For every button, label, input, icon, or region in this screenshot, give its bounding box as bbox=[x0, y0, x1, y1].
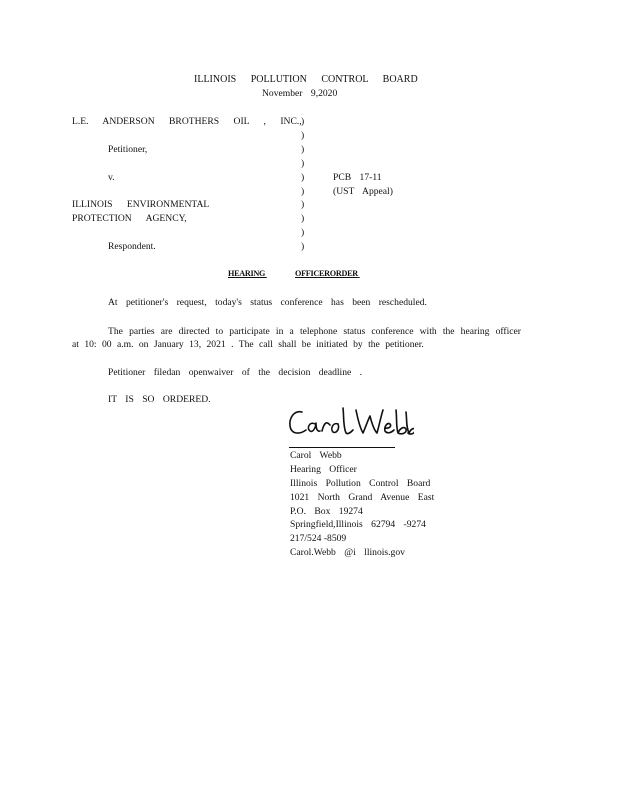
paragraph-2: The parties are directed to participate in a telephone status conference with the hearing officer at 10: 00 a.m. on January 13, 2021 . The call shall be initiated by the petitioner. bbox=[72, 326, 521, 350]
bracket: ) bbox=[301, 116, 305, 127]
paragraph-3: Petitioner filedan openwaiver of the decision deadline . bbox=[108, 367, 363, 378]
order-date: November 9,2020 bbox=[262, 88, 338, 99]
respondent-line-1: ILLINOIS ENVIRONMENTAL bbox=[72, 199, 210, 210]
order-heading-part-2: OFFICERORDER bbox=[295, 269, 358, 278]
signer-name: Carol Webb bbox=[290, 450, 342, 461]
order-heading-part-1: HEARING bbox=[228, 269, 266, 278]
bracket: ) bbox=[301, 241, 305, 252]
bracket: ) bbox=[301, 227, 305, 238]
bracket: ) bbox=[301, 186, 305, 197]
city-state-zip: Springfield,Illinois 62794 -9274 bbox=[290, 519, 426, 530]
paragraph-4: IT IS SO ORDERED. bbox=[108, 394, 211, 405]
order-heading bbox=[228, 269, 403, 278]
board-title: ILLINOIS POLLUTION CONTROL BOARD bbox=[194, 74, 418, 85]
paragraph-1: At petitioner's request, today's status conference has been rescheduled. bbox=[108, 297, 427, 308]
petitioner-name: L.E. ANDERSON BROTHERS OIL , INC., bbox=[72, 116, 302, 127]
signer-organization: Illinois Pollution Control Board bbox=[290, 478, 431, 489]
signer-title: Hearing Officer bbox=[290, 464, 357, 475]
handwritten-signature bbox=[286, 402, 414, 442]
heading-gap bbox=[265, 269, 295, 278]
address-line-2: P.O. Box 19274 bbox=[290, 506, 363, 517]
respondent-line-2: PROTECTION AGENCY, bbox=[72, 213, 187, 224]
bracket: ) bbox=[301, 144, 305, 155]
case-number: PCB 17-11 bbox=[333, 172, 382, 183]
bracket: ) bbox=[301, 199, 305, 210]
address-line-1: 1021 North Grand Avenue East bbox=[290, 492, 435, 503]
phone-number: 217/524 -8509 bbox=[290, 533, 347, 544]
bracket: ) bbox=[301, 130, 305, 141]
bracket: ) bbox=[301, 158, 305, 169]
signature-line bbox=[289, 447, 395, 448]
email-address: Carol.Webb @i llinois.gov bbox=[290, 547, 405, 558]
case-type: (UST Appeal) bbox=[333, 186, 393, 197]
heading-tail bbox=[358, 269, 403, 278]
petitioner-role: Petitioner, bbox=[108, 144, 148, 155]
respondent-role: Respondent. bbox=[108, 241, 156, 252]
bracket: ) bbox=[301, 172, 305, 183]
versus-label: v. bbox=[108, 172, 115, 183]
bracket: ) bbox=[301, 213, 305, 224]
